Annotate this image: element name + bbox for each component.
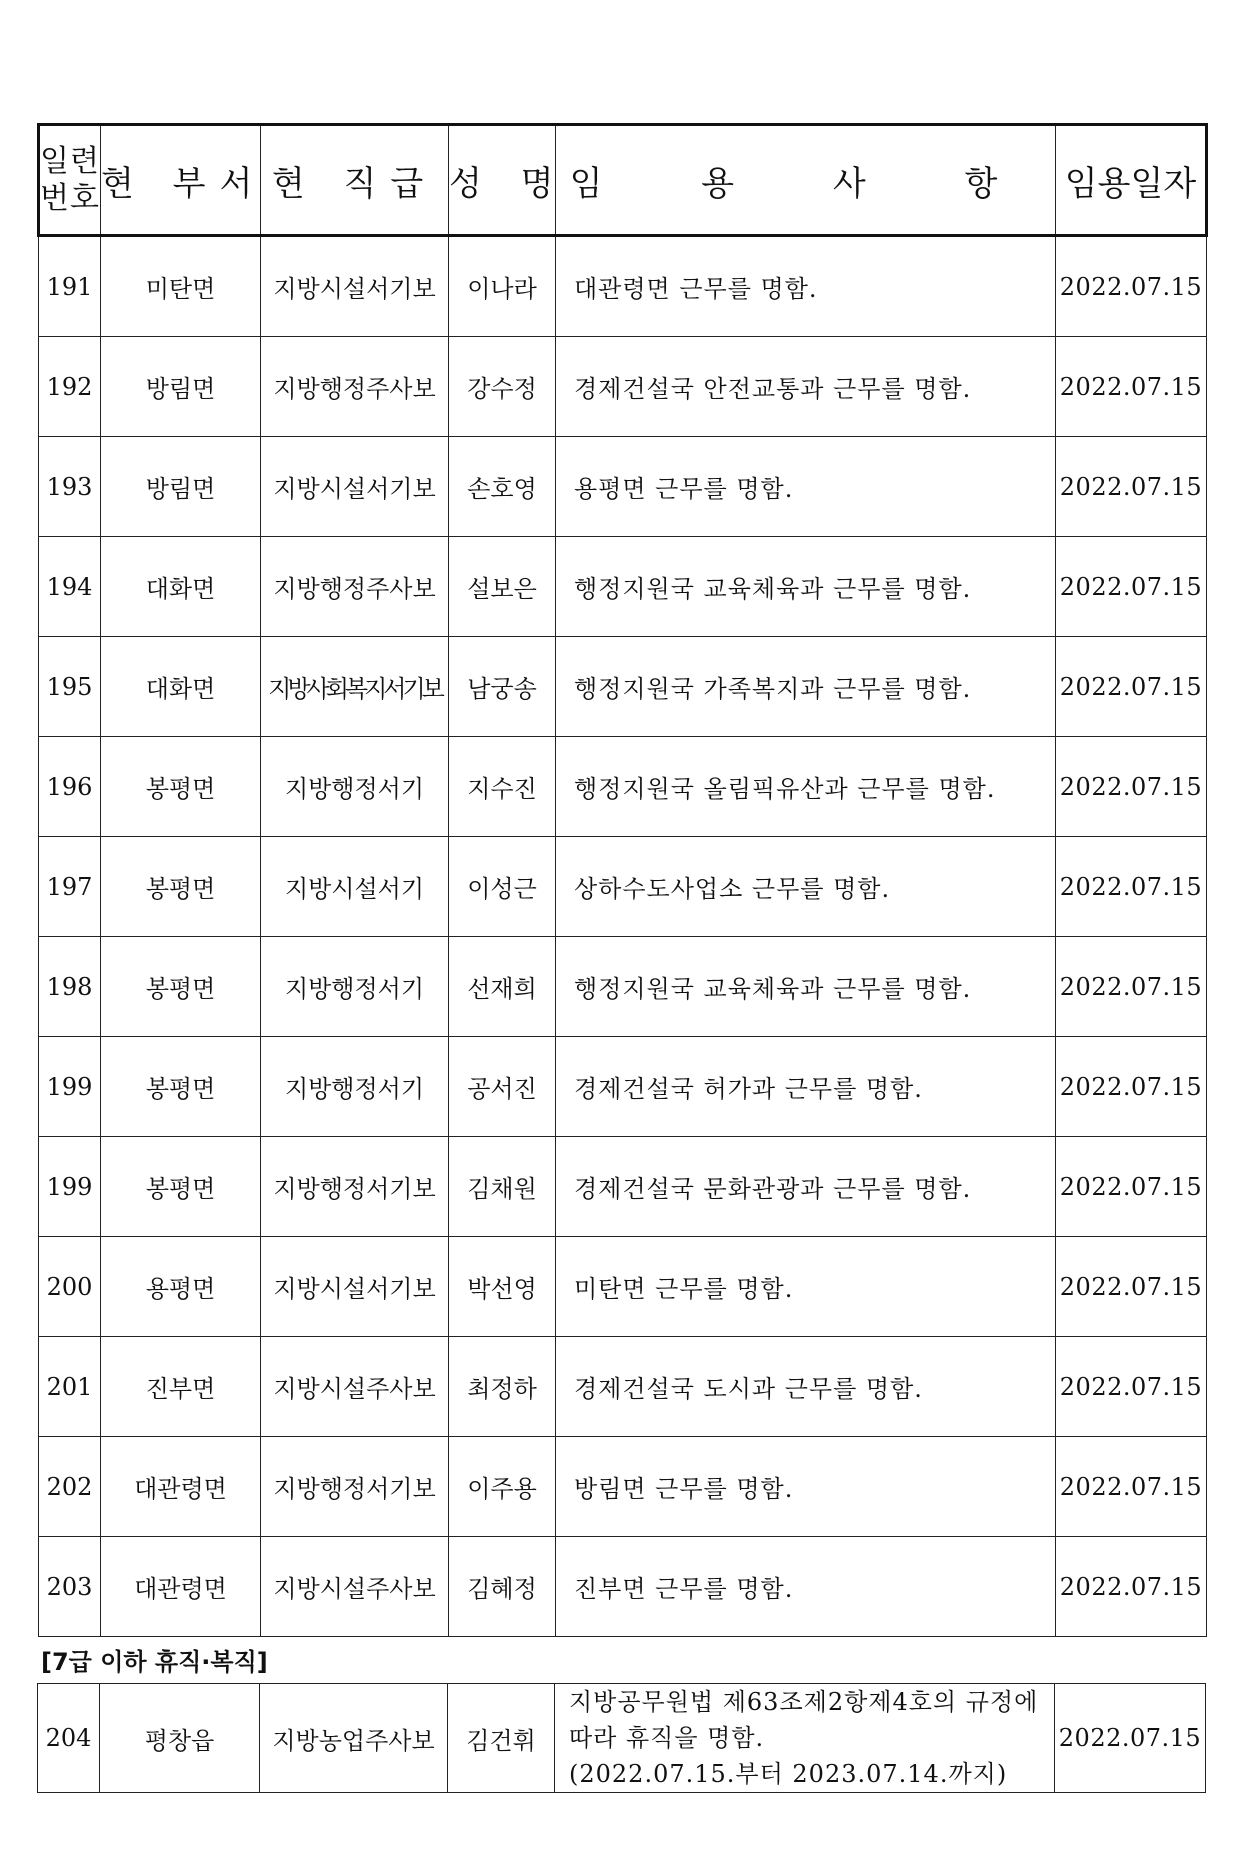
cell-dept: 방림면: [101, 437, 261, 537]
detail-line: 지방공무원법 제63조제2항제4호의 규정에: [569, 1688, 1039, 1716]
cell-dept: 봉평면: [101, 1037, 261, 1137]
cell-no: 203: [39, 1537, 101, 1637]
cell-detail: 용평면 근무를 명함.: [556, 437, 1056, 537]
table-row: [39, 737, 1207, 837]
personnel-document: [37, 123, 1205, 1793]
cell-name: 손호영: [449, 437, 556, 537]
cell-date: 2022.07.15: [1056, 537, 1207, 637]
cell-detail: 경제건설국 도시과 근무를 명함.: [556, 1337, 1056, 1437]
header-appointment-date: 임용일자: [1056, 125, 1207, 236]
cell-no: 200: [39, 1237, 101, 1337]
cell-no: 191: [39, 236, 101, 337]
cell-date: 2022.07.15: [1056, 337, 1207, 437]
cell-no: 202: [39, 1437, 101, 1537]
cell-name: 강수정: [449, 337, 556, 437]
table-row: [39, 236, 1207, 337]
cell-no: 193: [39, 437, 101, 537]
leave-table: [37, 1683, 1206, 1793]
cell-name: 최정하: [449, 1337, 556, 1437]
cell-no: 199: [39, 1037, 101, 1137]
detail-line: (2022.07.15.부터 2023.07.14.까지): [569, 1760, 1008, 1788]
table-row: [39, 1437, 1207, 1537]
table-row: [39, 1337, 1207, 1437]
cell-date: 2022.07.15: [1056, 637, 1207, 737]
cell-name: 김채원: [449, 1137, 556, 1237]
table-row: [39, 1537, 1207, 1637]
header-seq-no: 일련 번호: [39, 125, 101, 236]
cell-rank: 지방농업주사보: [260, 1684, 448, 1793]
table-row: [39, 337, 1207, 437]
header-current-rank: 현 직급: [261, 125, 449, 236]
cell-dept: 봉평면: [101, 1137, 261, 1237]
cell-detail: 행정지원국 교육체육과 근무를 명함.: [556, 937, 1056, 1037]
cell-date: 2022.07.15: [1056, 737, 1207, 837]
table-row: [39, 1137, 1207, 1237]
cell-date: 2022.07.15: [1056, 236, 1207, 337]
table-row: [39, 1237, 1207, 1337]
cell-date: 2022.07.15: [1056, 837, 1207, 937]
cell-date: 2022.07.15: [1056, 1037, 1207, 1137]
table-row: [39, 837, 1207, 937]
cell-name: 공서진: [449, 1037, 556, 1137]
cell-detail: 대관령면 근무를 명함.: [556, 236, 1056, 337]
cell-rank: 지방행정서기: [261, 937, 449, 1037]
cell-no: 201: [39, 1337, 101, 1437]
cell-rank: 지방시설주사보: [261, 1337, 449, 1437]
cell-rank: 지방행정서기: [261, 737, 449, 837]
cell-date: 2022.07.15: [1056, 1137, 1207, 1237]
cell-name: 설보은: [449, 537, 556, 637]
cell-date: 2022.07.15: [1056, 1537, 1207, 1637]
cell-no: 204: [38, 1684, 100, 1793]
cell-dept: 진부면: [101, 1337, 261, 1437]
cell-dept: 대화면: [101, 537, 261, 637]
cell-dept: 방림면: [101, 337, 261, 437]
cell-no: 194: [39, 537, 101, 637]
cell-name: 이성근: [449, 837, 556, 937]
cell-detail: 행정지원국 교육체육과 근무를 명함.: [556, 537, 1056, 637]
table-row: [39, 1037, 1207, 1137]
cell-no: 198: [39, 937, 101, 1037]
cell-detail: 행정지원국 가족복지과 근무를 명함.: [556, 637, 1056, 737]
cell-rank: 지방행정주사보: [261, 337, 449, 437]
cell-detail: 경제건설국 허가과 근무를 명함.: [556, 1037, 1056, 1137]
cell-date: 2022.07.15: [1056, 437, 1207, 537]
cell-name: 지수진: [449, 737, 556, 837]
cell-date: 2022.07.15: [1056, 1437, 1207, 1537]
detail-line: 따라 휴직을 명함.: [569, 1724, 765, 1752]
cell-detail: 방림면 근무를 명함.: [556, 1437, 1056, 1537]
header-name: 성 명: [449, 125, 556, 236]
section-label-leave-return: [7급 이하 휴직·복직]: [41, 1648, 268, 1676]
cell-rank: 지방행정서기보: [261, 1437, 449, 1537]
cell-dept: 봉평면: [101, 737, 261, 837]
cell-name: 선재희: [449, 937, 556, 1037]
cell-name: 김혜정: [449, 1537, 556, 1637]
cell-name: 이나라: [449, 236, 556, 337]
cell-no: 199: [39, 1137, 101, 1237]
cell-detail: 경제건설국 안전교통과 근무를 명함.: [556, 337, 1056, 437]
cell-date: 2022.07.15: [1056, 1237, 1207, 1337]
cell-dept: 봉평면: [101, 937, 261, 1037]
cell-no: 192: [39, 337, 101, 437]
cell-rank: 지방시설서기보: [261, 437, 449, 537]
cell-rank: 지방행정서기보: [261, 1137, 449, 1237]
table-row: [39, 637, 1207, 737]
cell-detail: [555, 1684, 1055, 1793]
cell-dept: 평창읍: [100, 1684, 260, 1793]
cell-no: 195: [39, 637, 101, 737]
table-header-row: [39, 125, 1207, 236]
cell-rank: 지방시설서기보: [261, 236, 449, 337]
cell-rank: 지방시설서기: [261, 837, 449, 937]
cell-dept: 봉평면: [101, 837, 261, 937]
cell-no: 197: [39, 837, 101, 937]
cell-rank: 지방사회복지서기보: [261, 637, 449, 737]
cell-detail: 진부면 근무를 명함.: [556, 1537, 1056, 1637]
cell-rank: 지방행정주사보: [261, 537, 449, 637]
personnel-table: [37, 123, 1208, 1637]
cell-dept: 대관령면: [101, 1437, 261, 1537]
cell-date: 2022.07.15: [1056, 1337, 1207, 1437]
cell-name: 박선영: [449, 1237, 556, 1337]
table-row: [39, 437, 1207, 537]
cell-name: 이주용: [449, 1437, 556, 1537]
cell-detail: 경제건설국 문화관광과 근무를 명함.: [556, 1137, 1056, 1237]
cell-name: 김건휘: [448, 1684, 555, 1793]
cell-rank: 지방시설서기보: [261, 1237, 449, 1337]
cell-rank: 지방행정서기: [261, 1037, 449, 1137]
table-row: [39, 937, 1207, 1037]
header-appointment-detail: 임 용 사 항: [556, 125, 1056, 236]
cell-date: 2022.07.15: [1056, 937, 1207, 1037]
cell-name: 남궁송: [449, 637, 556, 737]
header-current-dept: 현 부서: [101, 125, 261, 236]
cell-detail: 행정지원국 올림픽유산과 근무를 명함.: [556, 737, 1056, 837]
cell-date: 2022.07.15: [1055, 1684, 1206, 1793]
cell-no: 196: [39, 737, 101, 837]
cell-dept: 용평면: [101, 1237, 261, 1337]
table-row: [39, 537, 1207, 637]
cell-dept: 미탄면: [101, 236, 261, 337]
cell-dept: 대화면: [101, 637, 261, 737]
cell-rank: 지방시설주사보: [261, 1537, 449, 1637]
cell-dept: 대관령면: [101, 1537, 261, 1637]
cell-detail: 미탄면 근무를 명함.: [556, 1237, 1056, 1337]
table-row: [38, 1684, 1206, 1793]
cell-detail: 상하수도사업소 근무를 명함.: [556, 837, 1056, 937]
